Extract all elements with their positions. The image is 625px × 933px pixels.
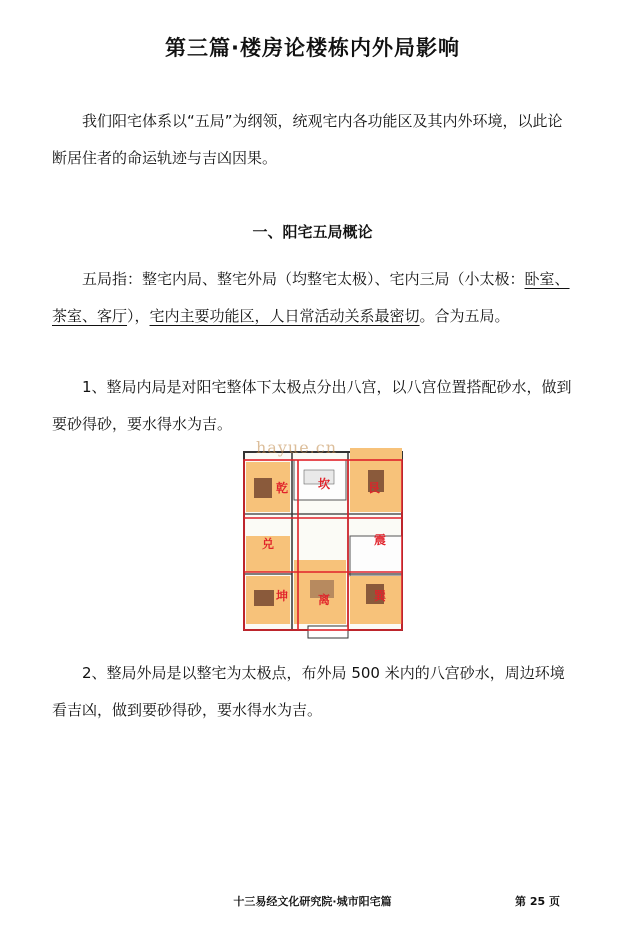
palace-label: 离 bbox=[317, 593, 331, 607]
point-2-paragraph: 2、整局外局是以整宅为太极点，布外局 500 米内的八宫砂水，周边环境看吉凶，做到要砂得砂，要水得水为吉。 bbox=[52, 664, 565, 719]
palace-label: 艮 bbox=[367, 481, 381, 495]
section-heading: 一、阳宅五局概论 bbox=[252, 223, 373, 241]
palace-label: 坤 bbox=[275, 589, 289, 603]
palace-label: 巽 bbox=[373, 589, 387, 603]
palace-label: 坎 bbox=[317, 477, 331, 491]
wuju-underlined-rooms: 卧室、茶室、客厅 bbox=[52, 270, 570, 325]
watermark: hayue.cn bbox=[256, 438, 338, 457]
page-number: 第 25 页 bbox=[515, 895, 560, 908]
palace-label: 兑 bbox=[261, 537, 275, 551]
wuju-paragraph bbox=[52, 261, 574, 335]
palace-label: 乾 bbox=[275, 481, 289, 495]
wuju-text-1: 五局指：整宅内局、整宅外局（均整宅太极）、宅内三局（小太极： bbox=[82, 270, 525, 288]
wuju-text-3: ）， bbox=[127, 307, 150, 325]
palace-label: 震 bbox=[373, 533, 387, 547]
floor-plan-drawing bbox=[238, 440, 408, 640]
point-1-paragraph: 1、整局内局是对阳宅整体下太极点分出八宫，以八宫位置搭配砂水，做到要砂得砂，要水得水为吉。 bbox=[52, 378, 572, 433]
intro-paragraph: 我们阳宅体系以“五局”为纲领，统观宅内各功能区及其内外环境，以此论断居住者的命运轨迹与吉凶因果。 bbox=[52, 112, 563, 167]
wuju-underlined-functions: 宅内主要功能区，人日常活动关系最密切 bbox=[149, 307, 420, 325]
wuju-text-5: 。合为五局。 bbox=[419, 307, 510, 325]
page-title: 第三篇·楼房论楼栋内外局影响 bbox=[165, 36, 460, 60]
floor-plan-figure bbox=[238, 440, 408, 640]
footer-source: 十三易经文化研究院·城市阳宅篇 bbox=[233, 895, 392, 908]
